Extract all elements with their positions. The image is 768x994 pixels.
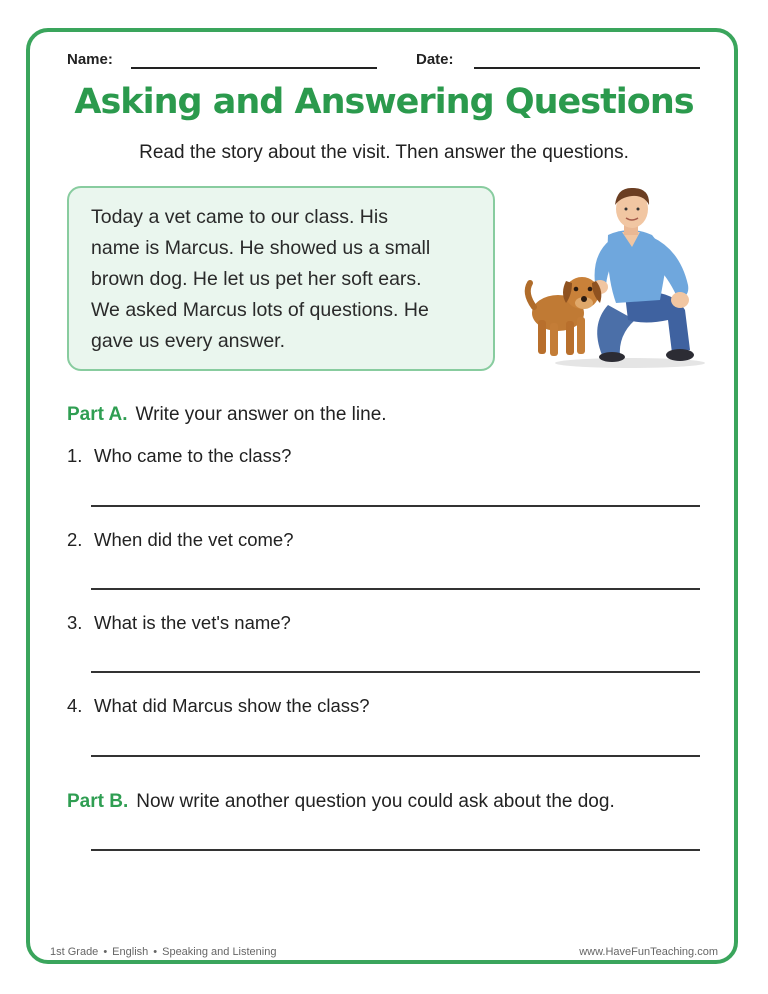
story-line: brown dog. He let us pet her soft ears. bbox=[91, 268, 422, 290]
vet-and-dog-illustration bbox=[520, 185, 710, 370]
name-label: Name: bbox=[67, 51, 113, 68]
question-text: What is the vet's name? bbox=[94, 612, 291, 633]
story-box bbox=[67, 186, 495, 371]
answer-line-1[interactable] bbox=[91, 505, 700, 507]
footer-tag: 1st Grade bbox=[50, 946, 99, 958]
footer-tag: Speaking and Listening bbox=[162, 946, 277, 958]
question-text: When did the vet come? bbox=[94, 529, 294, 550]
answer-line-part-b[interactable] bbox=[91, 849, 700, 851]
answer-line-3[interactable] bbox=[91, 671, 700, 673]
name-line[interactable] bbox=[131, 67, 377, 69]
footer-tags: 1st Grade • English • Speaking and Listening bbox=[50, 946, 277, 958]
part-a-text: Write your answer on the line. bbox=[135, 404, 387, 425]
question-4 bbox=[67, 695, 370, 717]
question-1 bbox=[67, 445, 291, 467]
worksheet-title: Asking and Answering Questions bbox=[74, 82, 694, 122]
answer-line-4[interactable] bbox=[91, 755, 700, 757]
story-line: Today a vet came to our class. His bbox=[91, 206, 388, 228]
question-number: 1. bbox=[67, 445, 83, 466]
answer-line-2[interactable] bbox=[91, 588, 700, 590]
part-a-label: Part A. bbox=[67, 404, 128, 425]
page-border bbox=[26, 28, 738, 964]
story-line: name is Marcus. He showed us a small bbox=[91, 237, 431, 259]
date-line[interactable] bbox=[474, 67, 700, 69]
question-number: 4. bbox=[67, 695, 83, 716]
story-line: gave us every answer. bbox=[91, 330, 286, 352]
part-b-label: Part B. bbox=[67, 791, 129, 812]
question-text: Who came to the class? bbox=[94, 445, 292, 466]
footer-tag: English bbox=[112, 946, 149, 958]
date-label: Date: bbox=[416, 51, 454, 68]
question-text: What did Marcus show the class? bbox=[94, 695, 370, 716]
footer-site: www.HaveFunTeaching.com bbox=[579, 946, 718, 958]
instructions: Read the story about the visit. Then answer the questions. bbox=[139, 142, 629, 163]
question-2 bbox=[67, 529, 294, 551]
question-number: 2. bbox=[67, 529, 83, 550]
question-3 bbox=[67, 612, 291, 634]
story-line: We asked Marcus lots of questions. He bbox=[91, 299, 429, 321]
part-b-text: Now write another question you could ask about the dog. bbox=[136, 791, 615, 812]
part-a-heading bbox=[67, 404, 387, 426]
question-number: 3. bbox=[67, 612, 83, 633]
part-b-heading bbox=[67, 791, 615, 813]
